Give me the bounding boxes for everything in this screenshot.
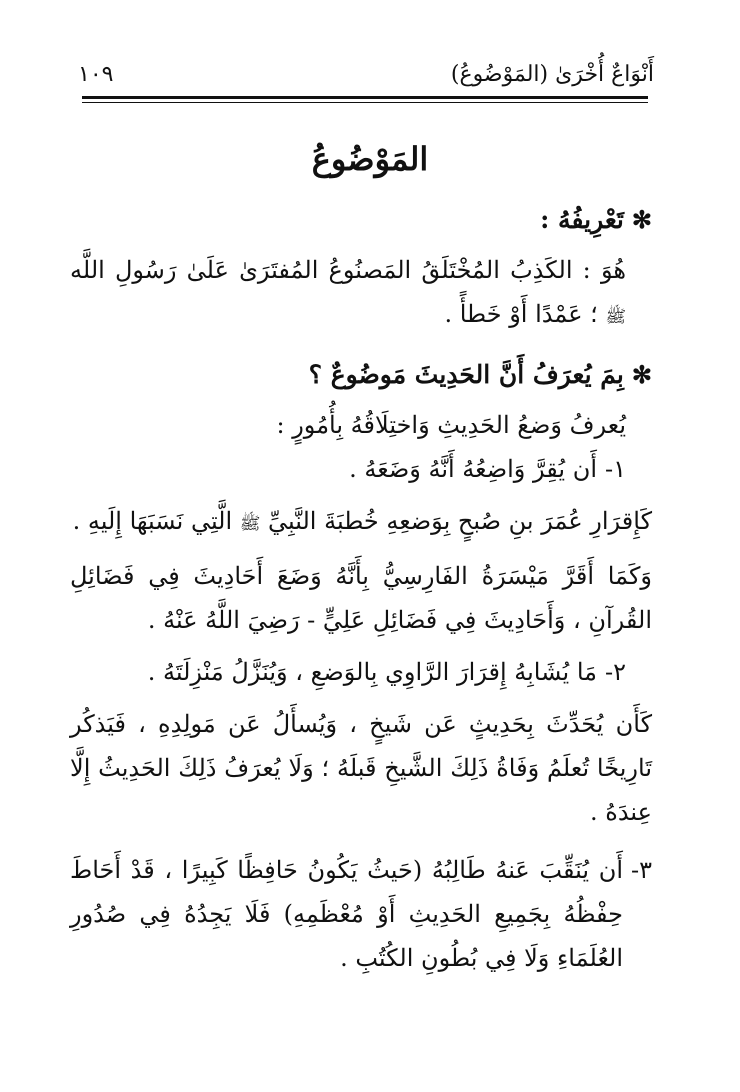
item-number: ٢-: [605, 658, 626, 686]
example-paragraph: [70, 499, 652, 546]
example-text: كَإِقرَارِ عُمَرَ بنِ صُبحٍ بِوَضعِهِ خُطبَةَ النَّبِيِّ: [268, 507, 652, 535]
list-item: [70, 650, 652, 694]
item-text: أَن يُقِرَّ وَاضِعُهُ أَنَّهُ وَضَعَهُ .: [349, 455, 597, 483]
example-paragraph: وَكَمَا أَقَرَّ مَيْسَرَةُ الفَارِسِيُّ بِأَنَّهُ وَضَعَ أَحَادِيثَ فِي فَضَائِلِ القُرآنِ ، وَأَحَادِيثَ فِي فَضَائِلِ عَلِيٍّ - رَضِيَ اللَّهُ عَنْهُ .: [70, 562, 652, 634]
salla-symbol: ﷺ: [605, 307, 626, 327]
page-title: المَوْضُوعُ: [311, 140, 429, 178]
page-body: [70, 196, 652, 980]
item-number: ٣-: [631, 856, 652, 884]
question-heading-text: بِمَ يُعرَفُ أَنَّ الحَدِيثَ مَوضُوعٌ ؟: [308, 360, 624, 389]
asterisk-icon: ✻: [631, 360, 652, 389]
header-rule: [82, 96, 648, 99]
example-paragraph: كَأَن يُحَدِّثَ بِحَدِيثٍ عَن شَيخٍ ، وَيُسأَلُ عَن مَولِدِهِ ، فَيَذكُر تَارِيخًا تُعلَمُ وَفَاةُ ذَلِكَ الشَّيخِ قَبلَهُ ؛ وَلَا يُعرَفُ ذَلِكَ الحَدِيثُ إِلَّا عِندَهُ .: [70, 710, 653, 826]
item-number: ١-: [605, 455, 626, 483]
asterisk-icon: ✻: [631, 205, 652, 234]
header-rule-thin: [82, 102, 648, 103]
definition-paragraph: [70, 248, 652, 339]
item-text: مَا يُشَابِهُ إِقرَارَ الرَّاوِي بِالوَضعِ ، وَيُنَزَّلُ مَنْزِلَتَهُ .: [147, 658, 597, 686]
list-item: [70, 848, 652, 980]
running-header: [78, 54, 654, 94]
page-number: ١٠٩: [78, 61, 114, 87]
definition-heading: [70, 198, 652, 242]
running-title: أَنْوَاعٌ أُخْرَىٰ (المَوْضُوعُ): [450, 61, 654, 87]
question-heading: [70, 353, 652, 397]
definition-text-line1: هُوَ : الكَذِبُ المُخْتَلَقُ المَصنُوعُ المُفتَرَىٰ عَلَىٰ رَسُولِ اللَّه: [70, 256, 626, 284]
salla-symbol: ﷺ: [239, 514, 261, 534]
definition-heading-text: تَعْرِيفُهُ :: [540, 205, 624, 234]
item-text: أَن يُنَقِّبَ عَنهُ طَالِبُهُ (حَيثُ يَكُونُ حَافِظًا كَبِيرًا ، قَدْ أَحَاطَ حِفْظُهُ بِجَمِيعِ الحَدِيثِ أَوْ مُعْظَمِهِ) فَلَا يَجِدُهُ فِي صُدُورِ العُلَمَاءِ وَلَا فِي بُطُونِ الكُتُبِ .: [70, 856, 623, 972]
question-intro: يُعرفُ وَضعُ الحَدِيثِ وَاختِلَاقُهُ بِأُمُورٍ :: [276, 411, 626, 439]
definition-text-line2: ؛ عَمْدًا أَوْ خَطأً .: [444, 300, 598, 328]
example-text: الَّتِي نَسَبَهَا إِلَيهِ .: [72, 507, 233, 535]
list-item: [70, 447, 652, 491]
